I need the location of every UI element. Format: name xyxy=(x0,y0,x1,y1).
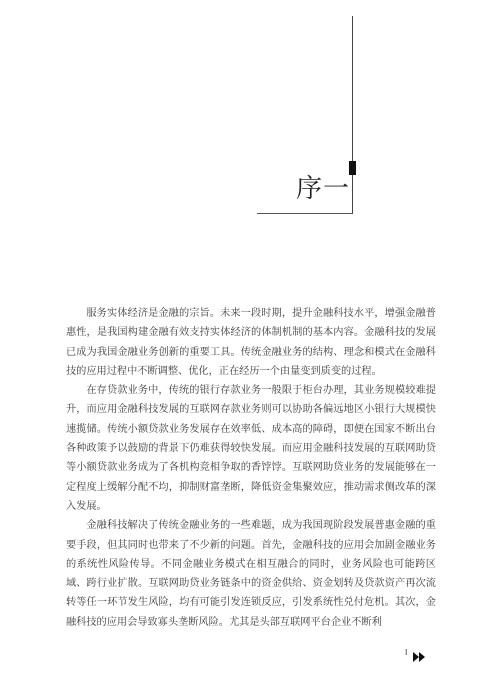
paragraph: 服务实体经济是金融的宗旨。未来一段时期，提升金融科技水平，增强金融普惠性，是我国构建金融有效支持实体经济的体制机制的基本内容。金融科技的发展已成为我国金融业务创新的重要工具。传统金融业务的结构、理念和模式在金融科技的应用过程中不断调整、优化，正在经历一个由量变到质变的过程。 xyxy=(66,308,436,377)
chapter-marker-block xyxy=(349,161,356,175)
double-arrow-right-icon[interactable] xyxy=(413,647,425,657)
chapter-frame-vertical-line xyxy=(352,16,353,214)
body-text xyxy=(66,304,436,632)
chapter-title: 序一 xyxy=(295,174,350,204)
chapter-frame-bottom-line xyxy=(257,213,353,214)
paragraph: 在存贷款业务中，传统的银行存款业务一般限于柜台办理，其业务规模较难提升，而应用金融科技发展的互联网存款业务则可以协助各偏远地区小银行大规模快速揽储。传统小额贷款业务发展存在效率低、成本高的障碍，即便在国家不断出台各种政策予以鼓励的背景下仍难获得较快发展。而应用金融科技发展的互联网助贷等小额贷款业务成为了各机构竞相争取的香饽饽。互联网助贷业务的发展能够在一定程度上缓解分配不均，抑制财富垄断，降低资金集聚效应，推动需求侧改革的深入发展。 xyxy=(66,385,436,512)
paragraph: 金融科技解决了传统金融业务的一些难题，成为我国现阶段发展普惠金融的重要手段，但其同时也带来了不少新的问题。首先，金融科技的应用会加剧金融业务的系统性风险传导。不同金融业务模式在相互融合的同时，业务风险也可能跨区域、跨行业扩散。互联网助贷业务链条中的资金供给、资金划转及贷款资产再次流转等任一环节发生风险，均有可能引发连锁反应，引发系统性兑付危机。其次，金融科技的应用会导致寡头垄断风险。尤其是头部互联网平台企业不断利 xyxy=(66,520,436,628)
page-footer xyxy=(405,645,425,659)
page-number: I xyxy=(405,647,408,657)
